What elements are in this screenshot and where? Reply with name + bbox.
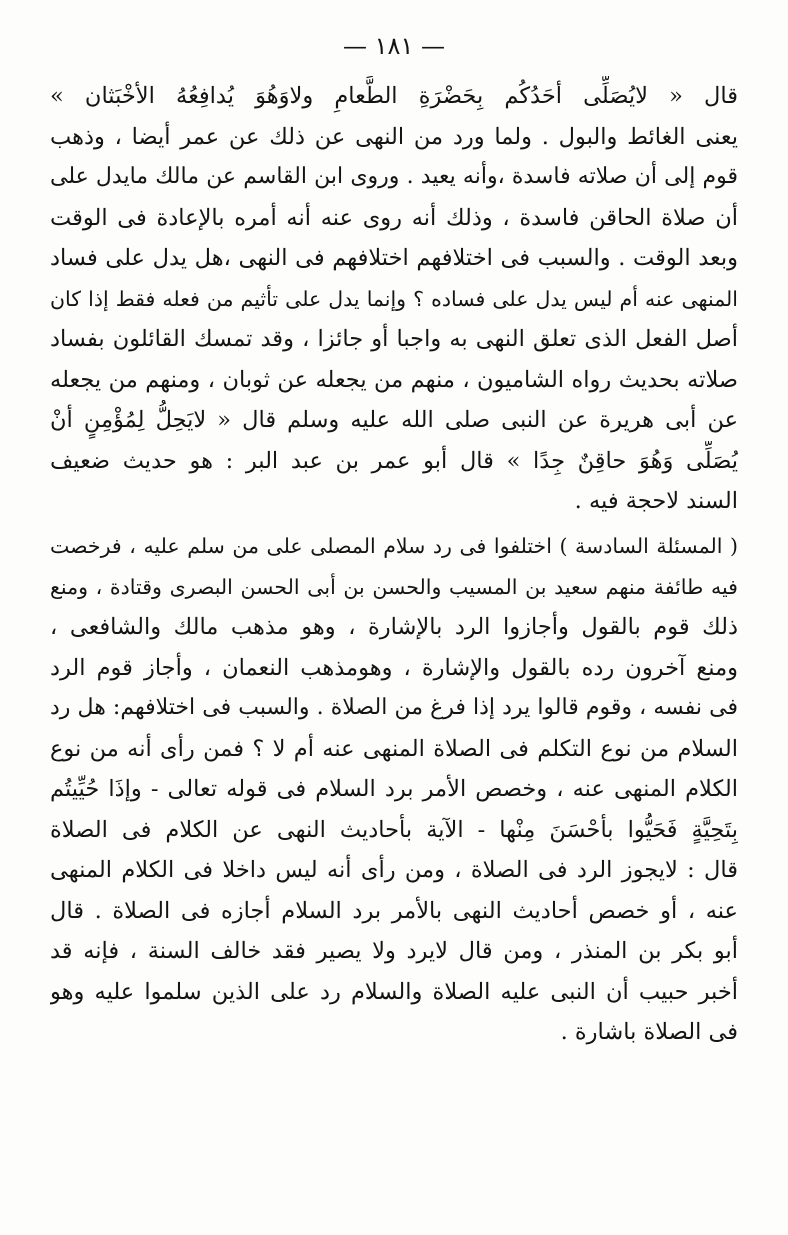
paragraph-1 xyxy=(50,76,738,522)
text-line: فيه طائفة منهم سعيد بن المسيب والحسن بن أبى الحسن البصرى وقتادة ، ومنع xyxy=(50,574,738,599)
text-line: فى الصلاة باشارة . xyxy=(560,1019,738,1045)
text-line: أن صلاة الحاقن فاسدة ، وذلك أنه روى عنه أنه أمره بالإعادة فى الوقت xyxy=(50,204,738,231)
text-line: ذلك قوم بالقول وأجازوا الرد بالإشارة ، وهو مذهب مالك والشافعى ، xyxy=(50,614,738,640)
text-line: فى نفسه ، وقوم قالوا يرد إذا فرغ من الصلاة . والسبب فى اختلافهم: هل رد xyxy=(50,695,738,720)
text-line: عن أبى هريرة عن النبى صلى الله عليه وسلم قال « لايَحِلُّ لِمُؤْمِنٍ أنْ xyxy=(50,407,738,433)
text-line: وبعد الوقت . والسبب فى اختلافهم اختلافهم فى النهى ،هل يدل على فساد xyxy=(50,245,738,271)
text-line: أخبر حبيب أن النبى عليه الصلاة والسلام رد على الذين سلموا عليه وهو xyxy=(50,978,738,1005)
text-line: قال « لايُصَلِّى أحَدُكُم بِحَضْرَةِ الطَّعامِ ولاوَهُوَ يُدافِعُهُ الأخْبَثان » xyxy=(50,83,738,109)
paragraph-2 xyxy=(50,526,738,1053)
text-line: بِتَحِيَّةٍ فَحَيُّوا بأحْسَنَ مِنْها - الآية بأحاديث النهى عن الكلام فى الصلاة xyxy=(50,816,738,843)
text-line: قال : لايجوز الرد فى الصلاة ، ومن رأى أنه ليس داخلا فى الكلام المنهى xyxy=(50,857,738,883)
text-line: عنه ، أو خصص أحاديث النهى بالأمر برد السلام أجازه فى الصلاة . قال xyxy=(50,897,738,924)
text-line: يعنى الغائط والبول . ولما ورد من النهى عن ذلك عن عمر أيضا ، وذهب xyxy=(50,123,738,150)
text-line: يُصَلِّى وَهُوَ حاقِنٌ جِدًا » قال أبو عمر بن عبد البر : هو حديث ضعيف xyxy=(50,447,738,474)
text-line: أبو بكر بن المنذر ، ومن قال لايرد ولا يصير فقد خالف السنة ، فإنه قد xyxy=(50,938,738,964)
text-line: قوم إلى أن صلاته فاسدة ،وأنه يعيد . وروى ابن القاسم عن مالك مايدل على xyxy=(50,164,738,189)
text-line: ومنع آخرون رده بالقول والإشارة ، وهومذهب النعمان ، وأجاز قوم الرد xyxy=(50,654,738,681)
text-line: السند لاحجة فيه . xyxy=(574,488,738,514)
page-number: — ١٨١ — xyxy=(343,32,445,60)
text-line: الكلام المنهى عنه ، وخصص الأمر برد السلام فى قوله تعالى - وإذَا حُيِّيتُم xyxy=(50,776,738,802)
text-line: ( المسئلة السادسة ) اختلفوا فى رد سلام المصلى على من سلم عليه ، فرخصت xyxy=(50,534,738,558)
text-line: المنهى عنه أم ليس يدل على فساده ؟ وإنما يدل على تأثيم من فعله فقط إذا كان xyxy=(50,286,738,311)
text-line: صلاته بحديث رواه الشاميون ، منهم من يجعله عن ثوبان ، ومنهم من يجعله xyxy=(50,366,738,393)
text-line: أصل الفعل الذى تعلق النهى به واجبا أو جائزا ، وقد تمسك القائلون بفساد xyxy=(50,326,738,352)
text-line: السلام من نوع التكلم فى الصلاة المنهى عنه أم لا ؟ فمن رأى أنه من نوع xyxy=(50,735,738,762)
